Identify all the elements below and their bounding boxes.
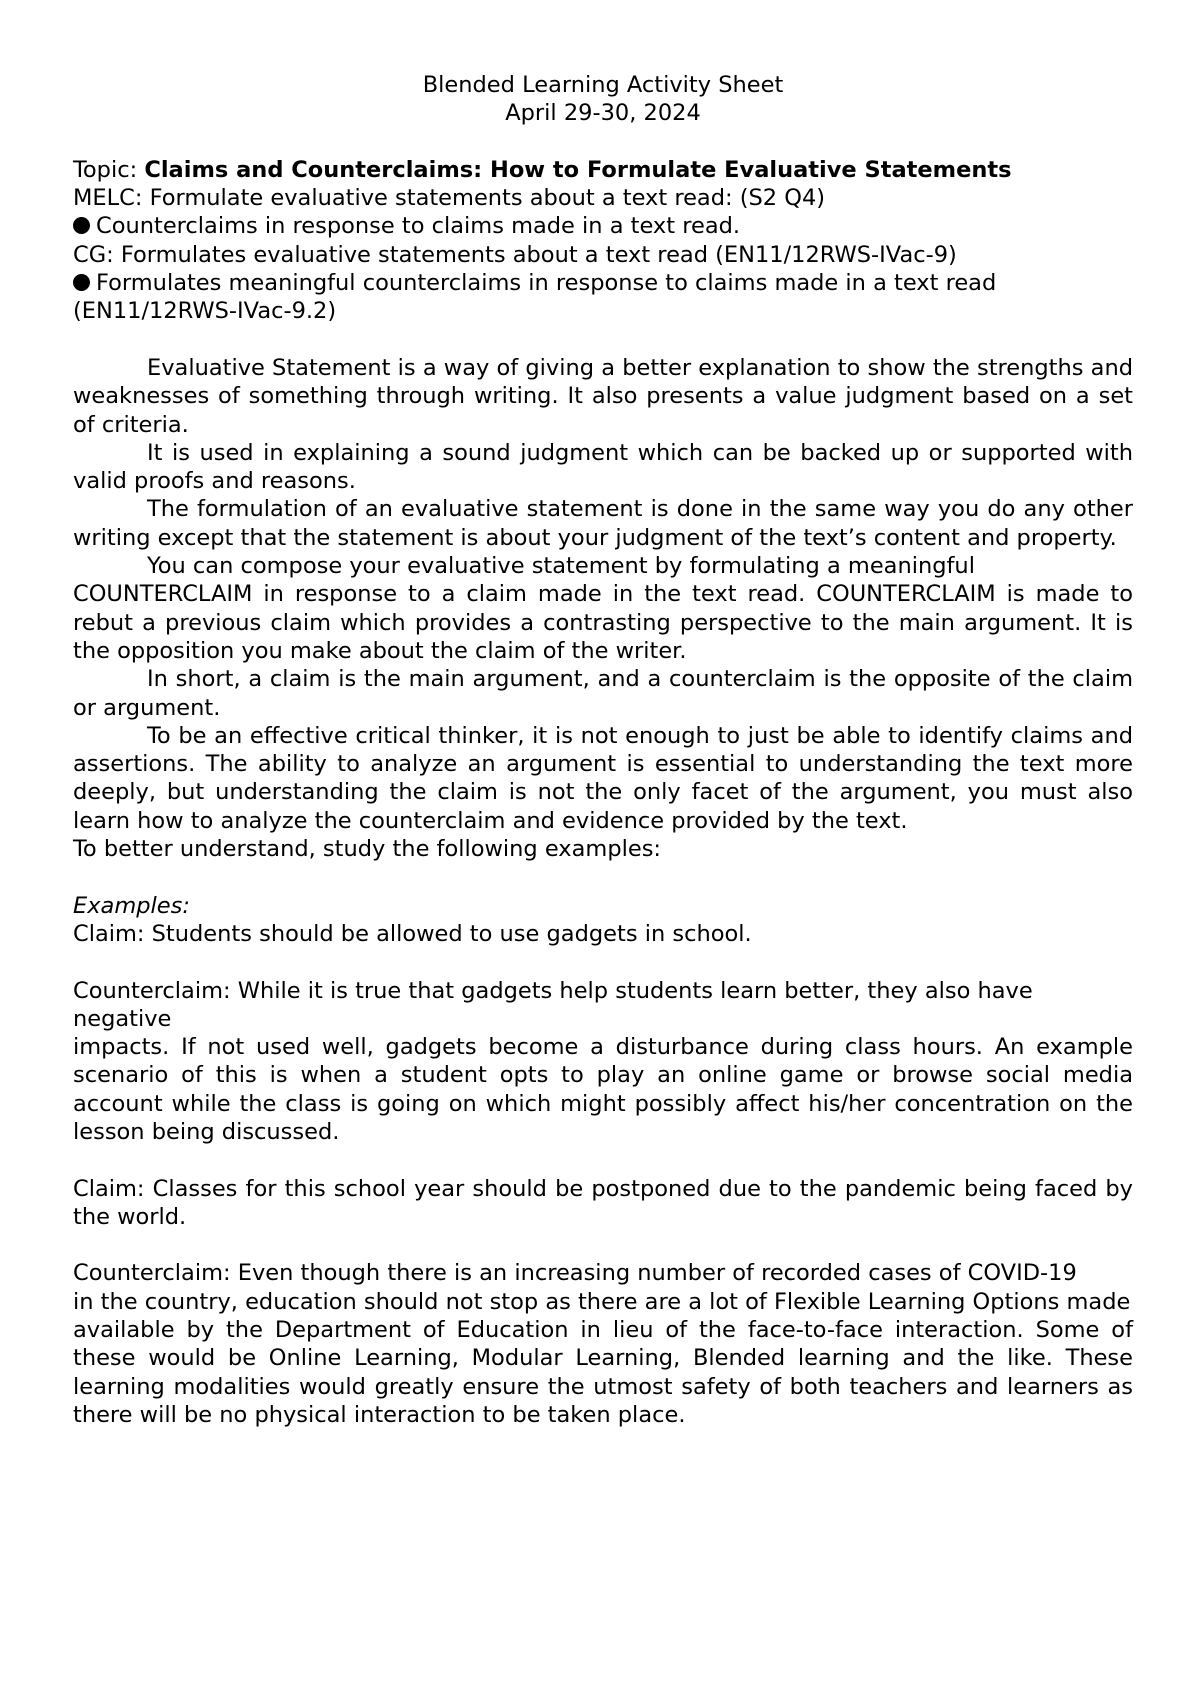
paragraph-sound-judgment: It is used in explaining a sound judgment which can be backed up or supported with valid proofs and reasons. [73, 439, 1133, 495]
cg-bullet-text: Formulates meaningful counterclaims in response to claims made in a text read [96, 270, 997, 297]
melc-bullet [73, 212, 1133, 240]
sheet-date: April 29-30, 2024 [505, 100, 701, 127]
cg-bullet [73, 269, 1133, 297]
topic-label: Topic: [73, 156, 145, 183]
paragraph-formulation: The formulation of an evaluative statement is done in the same way you do any other writing except that the statement is about your judgment of the text’s content and property. [73, 496, 1133, 551]
melc-line: MELC: Formulate evaluative statements about a text read: (S2 Q4) [73, 185, 826, 212]
counterclaim-2-rest: available by the Department of Education in lieu of the face-to-face interaction. Some of these would be Online Learning, Modular Learning, Blended learning and the like. These learning modalities would greatly ensure the utmost safety of both teachers and learners as there will be no physical interaction to be taken place. [73, 1317, 1133, 1428]
sheet-title: Blended Learning Activity Sheet [422, 72, 784, 98]
bullet-icon [73, 274, 90, 291]
melc-bullet-text: Counterclaims in response to claims made in a text read. [96, 213, 741, 240]
paragraph-critical-thinker: To be an effective critical thinker, it is not enough to just be able to identify claims and assertions. The ability to analyze an argument is essential to understanding the text more deeply, but understanding the claim is not the only facet of the argument, you must also learn how to analyze the counterclaim and evidence provided by the text. [73, 722, 1133, 834]
paragraph-study-examples: To better understand, study the following examples: [73, 836, 662, 863]
counterclaim-2-second: in the country, education should not stop as there are a lot of Flexible Learning Options made [73, 1288, 1131, 1315]
cg-line: CG: Formulates evaluative statements about a text read (EN11/12RWS-IVac-9) [73, 241, 957, 268]
paragraph-counterclaim: COUNTERCLAIM in response to a claim made in the text read. COUNTERCLAIM is made to rebut a previous claim which provides a contrasting perspective to the main argument. It is the opposition you make about the claim of the writer. [73, 581, 1133, 664]
topic-title: Claims and Counterclaims: How to Formulate Evaluative Statements [144, 156, 1012, 183]
paragraph-in-short: In short, a claim is the main argument, and a counterclaim is the opposite of the claim or argument. [73, 666, 1133, 721]
counterclaim-1-first: Counterclaim: While it is true that gadgets help students learn better, they also have negative [73, 977, 1033, 1032]
topic-line [73, 156, 1133, 184]
claim-1: Claim: Students should be allowed to use gadgets in school. [73, 920, 752, 947]
bullet-icon [73, 217, 90, 234]
cg-code: (EN11/12RWS-IVac-9.2) [73, 298, 337, 325]
counterclaim-2-first: Counterclaim: Even though there is an increasing number of recorded cases of COVID-19 [73, 1260, 1077, 1287]
page-content [73, 71, 1133, 1429]
paragraph-compose: You can compose your evaluative statement by formulating a meaningful [147, 553, 975, 580]
counterclaim-1-rest: impacts. If not used well, gadgets become a disturbance during class hours. An example scenario of this is when a student opts to play an online game or browse social media account while the class is going on which might possibly affect his/her concentration on the lesson being discussed. [73, 1034, 1133, 1145]
paragraph-evaluative-statement: Evaluative Statement is a way of giving a better explanation to show the strengths and weaknesses of something through writing. It also presents a value judgment based on a set of criteria. [73, 354, 1133, 438]
claim-2: Claim: Classes for this school year should be postponed due to the pandemic being faced by the world. [73, 1175, 1133, 1230]
examples-heading: Examples: [73, 892, 190, 919]
